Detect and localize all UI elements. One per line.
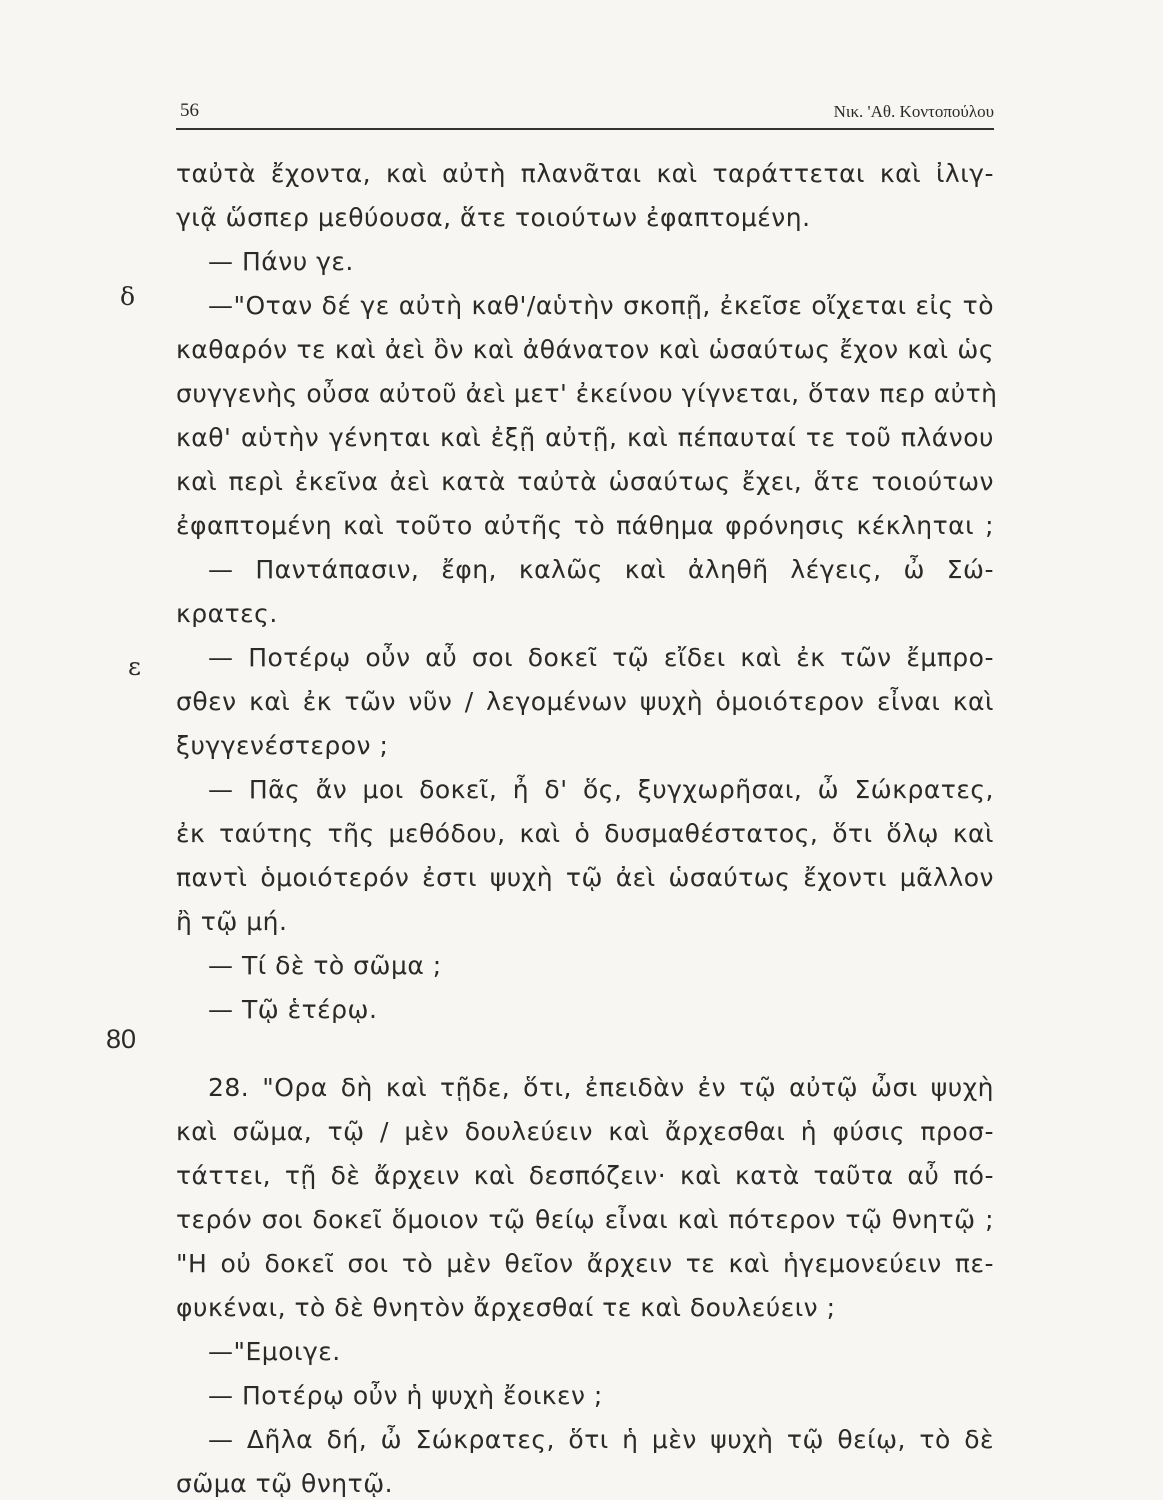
text-line: τερόν σοι δοκεῖ ὅμοιον τῷ θείῳ εἶναι καὶ πότερον τῷ θνητῷ ; bbox=[176, 1205, 994, 1234]
text-line: — Παντάπασιν, ἔφη, καλῶς καὶ ἀληθῆ λέγεις, ὦ Σώ- bbox=[208, 555, 994, 584]
margin-note-epsilon: ε bbox=[128, 652, 141, 681]
text-line: παντὶ ὁμοιότερόν ἐστι ψυχὴ τῷ ἀεὶ ὡσαύτως ἔχοντι μᾶλλον bbox=[176, 863, 994, 892]
text-line: σῶμα τῷ θνητῷ. bbox=[176, 1469, 394, 1498]
text-line: ἐκ ταύτης τῆς μεθόδου, καὶ ὁ δυσμαθέστατος, ὅτι ὅλῳ καὶ bbox=[176, 819, 994, 848]
text-line: 28. "Ορα δὴ καὶ τῇδε, ὅτι, ἐπειδὰν ἐν τῷ αὐτῷ ὦσι ψυχὴ bbox=[208, 1073, 994, 1102]
text-line: —"Εμοιγε. bbox=[208, 1337, 341, 1366]
text-line: καὶ περὶ ἐκεῖνα ἀεὶ κατὰ ταὐτὰ ὡσαύτως ἔχει, ἅτε τοιούτων bbox=[176, 467, 994, 496]
text-line: συγγενὴς οὖσα αὐτοῦ ἀεὶ μετ' ἐκείνου γίγνεται, ὅταν περ αὐτὴ bbox=[176, 379, 998, 408]
text-line: — Ποτέρῳ οὖν αὖ σοι δοκεῖ τῷ εἴδει καὶ ἐκ τῶν ἔμπρο- bbox=[208, 643, 994, 672]
page-header bbox=[176, 98, 994, 128]
text-line: ξυγγενέστερον ; bbox=[176, 731, 389, 760]
text-line: καθ' αὑτὴν γένηται καὶ ἐξῇ αὐτῇ, καὶ πέπαυταί τε τοῦ πλάνου bbox=[176, 423, 994, 452]
margin-line-number-80: 80 bbox=[106, 1024, 137, 1054]
text-line: — Τί δὲ τὸ σῶμα ; bbox=[208, 951, 442, 980]
text-line: — Πᾶς ἄν μοι δοκεῖ, ἦ δ' ὅς, ξυγχωρῆσαι, ὦ Σώκρατες, bbox=[208, 775, 994, 804]
margin-note-delta: δ bbox=[120, 282, 136, 311]
running-head: Νικ. 'Αθ. Κοντοπούλου bbox=[833, 102, 994, 121]
text-line: — Τῷ ἑτέρῳ. bbox=[208, 995, 378, 1024]
text-line: — Πάνυ γε. bbox=[208, 247, 354, 276]
text-line: — Ποτέρῳ οὖν ἡ ψυχὴ ἔοικεν ; bbox=[208, 1381, 603, 1410]
text-line: — Δῆλα δή, ὦ Σώκρατες, ὅτι ἡ μὲν ψυχὴ τῷ θείῳ, τὸ δὲ bbox=[208, 1425, 994, 1454]
text-line: καθαρόν τε καὶ ἀεὶ ὂν καὶ ἀθάνατον καὶ ὡσαύτως ἔχον καὶ ὡς bbox=[176, 335, 994, 364]
text-line: ἐφαπτομένη καὶ τοῦτο αὐτῆς τὸ πάθημα φρόνησις κέκληται ; bbox=[176, 511, 994, 540]
text-line: σθεν καὶ ἐκ τῶν νῦν / λεγομένων ψυχὴ ὁμοιότερον εἶναι καὶ bbox=[176, 687, 994, 716]
text-line: καὶ σῶμα, τῷ / μὲν δουλεύειν καὶ ἄρχεσθαι ἡ φύσις προσ- bbox=[176, 1117, 994, 1146]
text-line: κρατες. bbox=[176, 599, 278, 628]
text-line: "Η οὐ δοκεῖ σοι τὸ μὲν θεῖον ἄρχειν τε καὶ ἡγεμονεύειν πε- bbox=[176, 1249, 994, 1278]
header-rule bbox=[176, 128, 994, 130]
text-line: —"Οταν δέ γε αὐτὴ καθ'/αὑτὴν σκοπῇ, ἐκεῖσε οἴχεται εἰς τὸ bbox=[208, 291, 994, 320]
text-line: τάττει, τῇ δὲ ἄρχειν καὶ δεσπόζειν· καὶ κατὰ ταῦτα αὖ πό- bbox=[176, 1161, 994, 1190]
text-line: ταὐτὰ ἔχοντα, καὶ αὐτὴ πλανᾶται καὶ ταράττεται καὶ ἰλιγ- bbox=[176, 159, 994, 188]
page-number: 56 bbox=[180, 100, 199, 121]
text-line: φυκέναι, τὸ δὲ θνητὸν ἄρχεσθαί τε καὶ δουλεύειν ; bbox=[176, 1293, 836, 1322]
text-line: γιᾷ ὥσπερ μεθύουσα, ἅτε τοιούτων ἐφαπτομένη. bbox=[176, 203, 811, 232]
text-line: ἢ τῷ μή. bbox=[176, 907, 288, 936]
